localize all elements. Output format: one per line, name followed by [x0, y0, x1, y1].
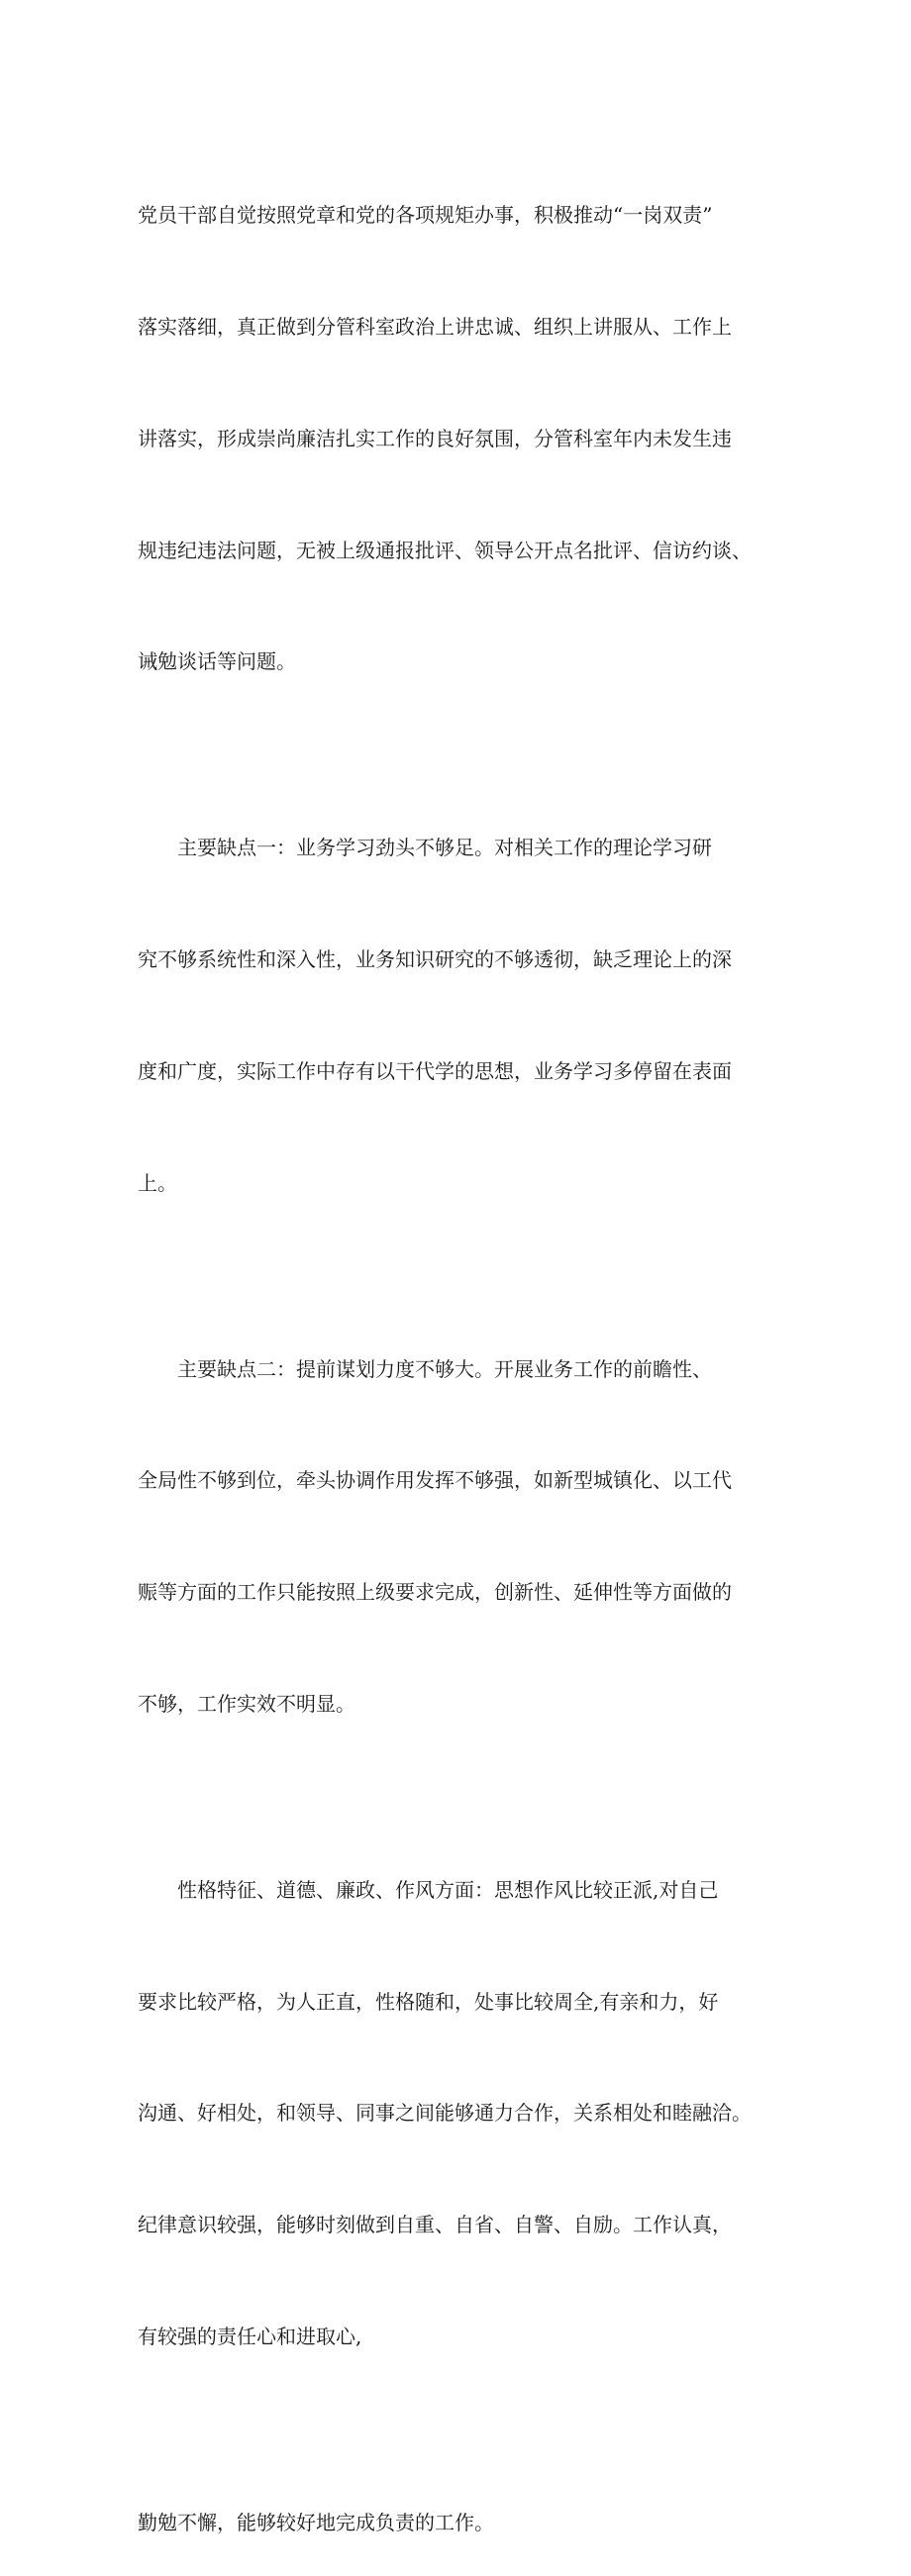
- text-line: 要求比较严格，为人正直，性格随和，处事比较周全,有亲和力，好: [138, 1989, 719, 2014]
- text-line: 度和广度，实际工作中存有以干代学的思想，业务学习多停留在表面: [138, 1058, 732, 1083]
- text-line: 党员干部自觉按照党章和党的各项规矩办事，积极推动“一岗双责”: [138, 203, 713, 228]
- text-line: 勤勉不懈，能够较好地完成负责的工作。: [138, 2511, 494, 2534]
- paragraph-5: [138, 2430, 781, 2576]
- text-line: 主要缺点一：业务学习劲头不够足。对相关工作的理论学习研: [177, 836, 712, 860]
- paragraph-2: [138, 755, 781, 1276]
- paragraph-4: [138, 1798, 781, 2430]
- text-line: 赈等方面的工作只能按照上级要求完成，创新性、延伸性等方面做的: [138, 1580, 732, 1605]
- text-line: 纪律意识较强，能够时刻做到自重、自省、自警、自励。工作认真，: [138, 2213, 732, 2237]
- text-line: 主要缺点二：提前谋划力度不够大。开展业务工作的前瞻性、: [177, 1356, 712, 1381]
- text-line: 诫勉谈话等问题。: [138, 649, 296, 674]
- text-line: 性格特征、道德、廉政、作风方面：思想作风比较正派,对自己: [177, 1877, 719, 1902]
- document-body: [138, 123, 781, 2576]
- text-line: 有较强的责任心和进取心,: [138, 2325, 362, 2349]
- text-line: 讲落实，形成崇尚廉洁扎实工作的良好氛围，分管科室年内未发生违: [138, 426, 732, 450]
- paragraph-1: [138, 123, 781, 755]
- text-line: 全局性不够到位，牵头协调作用发挥不够强，如新型城镇化、以工代: [138, 1468, 732, 1493]
- paragraph-3: [138, 1276, 781, 1797]
- text-line: 究不够系统性和深入性，业务知识研究的不够透彻，缺乏理论上的深: [138, 947, 732, 972]
- text-line: 上。: [138, 1170, 177, 1195]
- text-line: 落实落细，真正做到分管科室政治上讲忠诚、组织上讲服从、工作上: [138, 314, 732, 339]
- text-line: 规违纪违法问题，无被上级通报批评、领导公开点名批评、信访约谈、: [138, 538, 752, 562]
- text-line: 不够，工作实效不明显。: [138, 1691, 355, 1716]
- text-line: 沟通、好相处，和领导、同事之间能够通力合作，关系相处和睦融洽。: [138, 2101, 752, 2126]
